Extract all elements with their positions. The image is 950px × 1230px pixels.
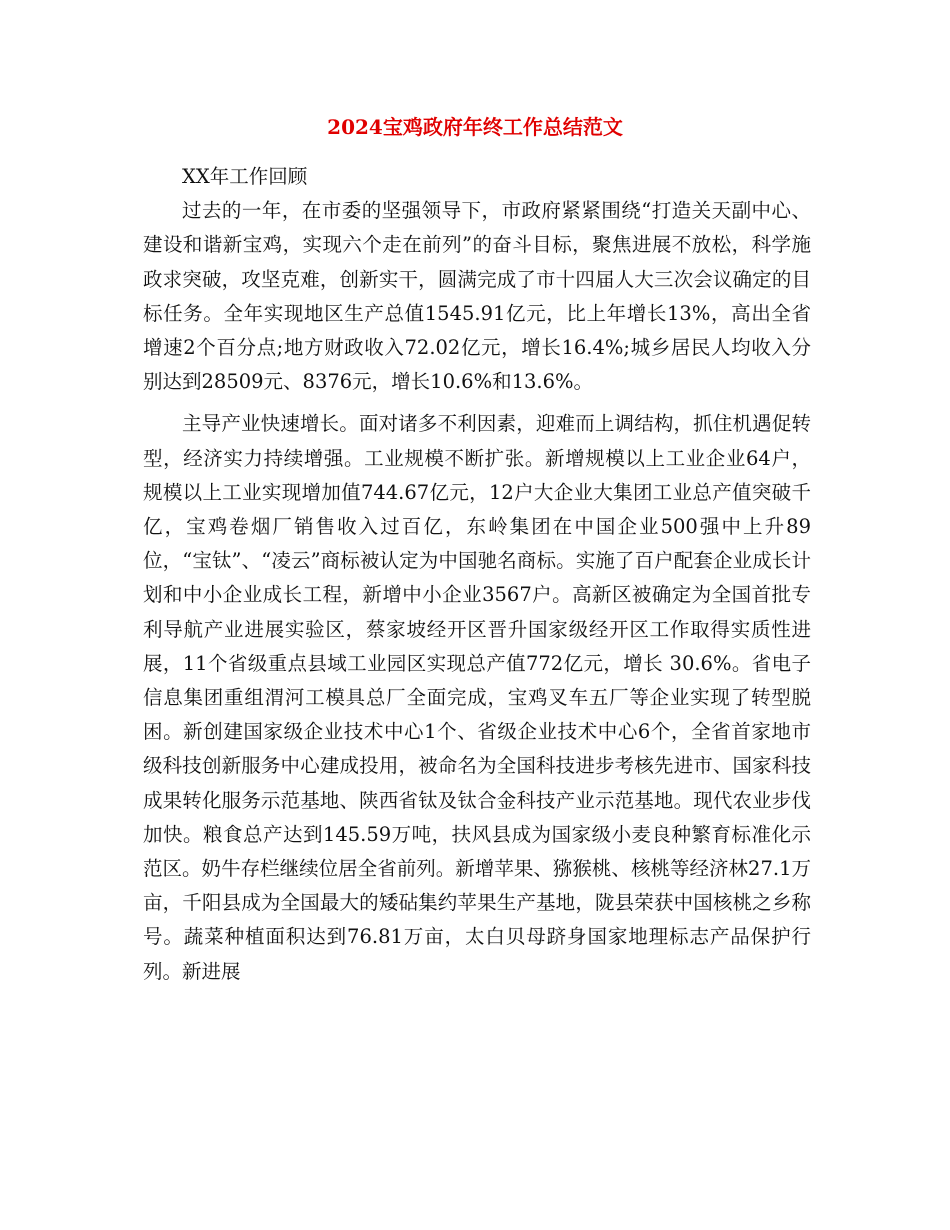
section-heading: XX年工作回顾 xyxy=(182,165,308,188)
paragraph-review: 过去的一年，在市委的坚强领导下，市政府紧紧围绕“打造关天副中心、建设和谐新宝鸡，实现六个走在前列”的奋斗目标，聚焦进展不放松，科学施政求突破，攻坚克难，创新实干，圆满完成了市十四届人大三次会议确定的目标任务。全年实现地区生产总值1545.91亿元，比上年增长13%，高出全省增速2个百分点;地方财政收入72.02亿元，增长16.4%;城乡居民人均收入分别达到28509元、8376元，增长10.6%和13.6%。 xyxy=(143,199,811,394)
document-title: 2024宝鸡政府年终工作总结范文 xyxy=(327,115,623,139)
paragraph-industry: 主导产业快速增长。面对诸多不利因素，迎难而上调结构，抓住机遇促转型，经济实力持续增强。工业规模不断扩张。新增规模以上工业企业64户，规模以上工业实现增加值744.67亿元，12户大企业大集团工业总产值突破千亿，宝鸡卷烟厂销售收入过百亿，东岭集团在中国企业500强中上升89位，“宝钛”、“凌云”商标被认定为中国驰名商标。实施了百户配套企业成长计划和中小企业成长工程，新增中小企业3567户。高新区被确定为全国首批专利导航产业进展实验区，蔡家坡经开区晋升国家级经开区工作取得实质性进展，11个省级重点县域工业园区实现总产值772亿元，增长 30.6%。省电子信息集团重组渭河工模具总厂全面完成，宝鸡叉车五厂等企业实现了转型脱困。新创建国家级企业技术中心1个、省级企业技术中心6个，全省首家地市级科技创新服务中心建成投用，被命名为全国科技进步考核先进市、国家科技成果转化服务示范基地、陕西省钛及钛合金科技产业示范基地。现代农业步伐加快。粮食总产达到145.59万吨，扶风县成为国家级小麦良种繁育标准化示范区。奶牛存栏继续位居全省前列。新增苹果、猕猴桃、核桃等经济林27.1万亩，千阳县成为全国最大的矮砧集约苹果生产基地，陇县荣获中国核桃之乡称号。蔬菜种植面积达到76.81万亩，太白贝母跻身国家地理标志产品保护行列。新进展 xyxy=(143,412,811,983)
document-body xyxy=(143,160,811,989)
